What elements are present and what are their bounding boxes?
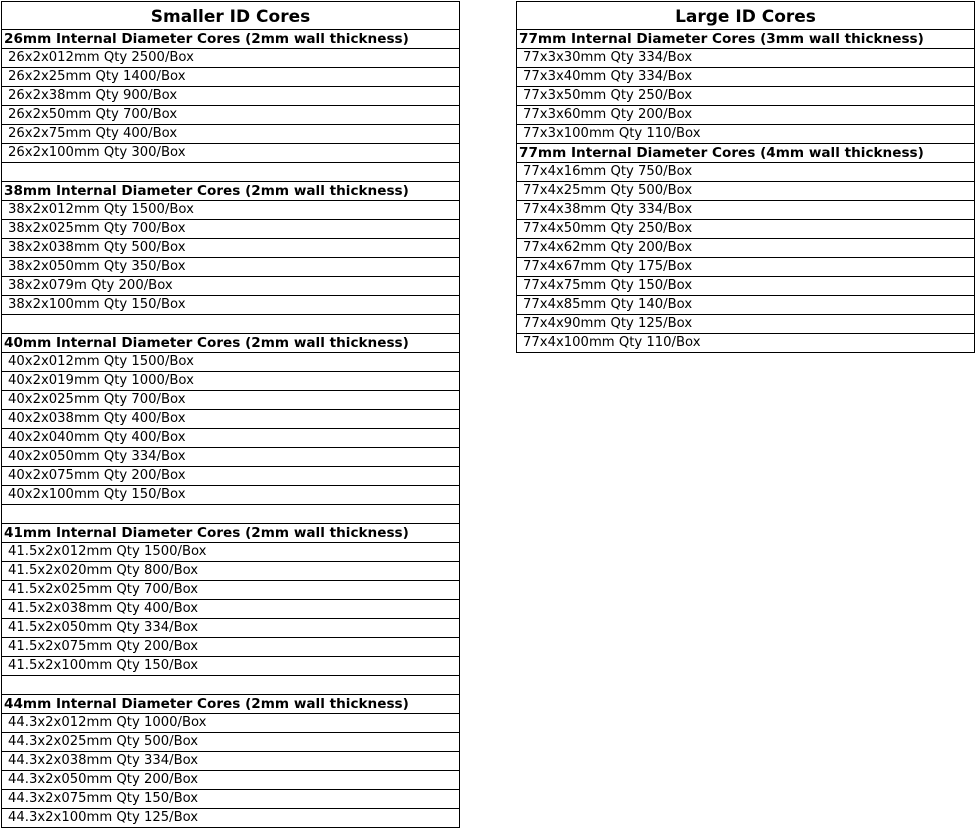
table-row: 40x2x025mm Qty 700/Box	[2, 391, 459, 410]
table-row: 44.3x2x025mm Qty 500/Box	[2, 733, 459, 752]
table-row: 38x2x025mm Qty 700/Box	[2, 220, 459, 239]
table-row: 77x3x50mm Qty 250/Box	[517, 87, 974, 106]
table-row: 77x4x75mm Qty 150/Box	[517, 277, 974, 296]
table-row: 38x2x012mm Qty 1500/Box	[2, 201, 459, 220]
table-row: 40x2x019mm Qty 1000/Box	[2, 372, 459, 391]
table-body	[2, 30, 459, 828]
table-title: Smaller ID Cores	[2, 1, 459, 30]
table-row: 77x3x100mm Qty 110/Box	[517, 125, 974, 144]
table-row: 26x2x100mm Qty 300/Box	[2, 144, 459, 163]
table-row: 38x2x100mm Qty 150/Box	[2, 296, 459, 315]
table-row: 40x2x050mm Qty 334/Box	[2, 448, 459, 467]
table-body	[517, 30, 974, 353]
table-row: 44.3x2x100mm Qty 125/Box	[2, 809, 459, 828]
spacer-row	[2, 163, 459, 182]
table-row: 40x2x012mm Qty 1500/Box	[2, 353, 459, 372]
table-row: 38x2x079m Qty 200/Box	[2, 277, 459, 296]
section-heading: 77mm Internal Diameter Cores (3mm wall thickness)	[517, 30, 974, 49]
section-heading: 38mm Internal Diameter Cores (2mm wall thickness)	[2, 182, 459, 201]
table-row: 77x3x60mm Qty 200/Box	[517, 106, 974, 125]
spacer-row	[2, 505, 459, 524]
table-row: 41.5x2x075mm Qty 200/Box	[2, 638, 459, 657]
table-row: 41.5x2x020mm Qty 800/Box	[2, 562, 459, 581]
table-row: 26x2x75mm Qty 400/Box	[2, 125, 459, 144]
large-id-cores-table	[516, 1, 975, 353]
table-row: 38x2x050mm Qty 350/Box	[2, 258, 459, 277]
spacer-row	[2, 676, 459, 695]
table-row: 26x2x25mm Qty 1400/Box	[2, 68, 459, 87]
table-row: 41.5x2x025mm Qty 700/Box	[2, 581, 459, 600]
table-row: 77x4x25mm Qty 500/Box	[517, 182, 974, 201]
table-row: 26x2x50mm Qty 700/Box	[2, 106, 459, 125]
table-row: 40x2x075mm Qty 200/Box	[2, 467, 459, 486]
table-row: 77x4x100mm Qty 110/Box	[517, 334, 974, 353]
table-row: 41.5x2x050mm Qty 334/Box	[2, 619, 459, 638]
table-row: 44.3x2x075mm Qty 150/Box	[2, 790, 459, 809]
smaller-id-cores-table	[1, 1, 460, 828]
table-title: Large ID Cores	[517, 1, 974, 30]
table-row: 44.3x2x050mm Qty 200/Box	[2, 771, 459, 790]
section-heading: 44mm Internal Diameter Cores (2mm wall thickness)	[2, 695, 459, 714]
table-row: 40x2x040mm Qty 400/Box	[2, 429, 459, 448]
table-row: 44.3x2x038mm Qty 334/Box	[2, 752, 459, 771]
table-row: 77x3x30mm Qty 334/Box	[517, 49, 974, 68]
table-row: 40x2x100mm Qty 150/Box	[2, 486, 459, 505]
table-row: 26x2x012mm Qty 2500/Box	[2, 49, 459, 68]
section-heading: 77mm Internal Diameter Cores (4mm wall thickness)	[517, 144, 974, 163]
table-row: 26x2x38mm Qty 900/Box	[2, 87, 459, 106]
section-heading: 40mm Internal Diameter Cores (2mm wall thickness)	[2, 334, 459, 353]
table-row: 77x4x38mm Qty 334/Box	[517, 201, 974, 220]
table-row: 77x4x67mm Qty 175/Box	[517, 258, 974, 277]
table-row: 41.5x2x038mm Qty 400/Box	[2, 600, 459, 619]
table-row: 40x2x038mm Qty 400/Box	[2, 410, 459, 429]
table-row: 77x4x16mm Qty 750/Box	[517, 163, 974, 182]
spacer-row	[2, 315, 459, 334]
table-row: 77x4x90mm Qty 125/Box	[517, 315, 974, 334]
table-row: 38x2x038mm Qty 500/Box	[2, 239, 459, 258]
table-row: 77x4x62mm Qty 200/Box	[517, 239, 974, 258]
table-row: 77x4x50mm Qty 250/Box	[517, 220, 974, 239]
section-heading: 26mm Internal Diameter Cores (2mm wall thickness)	[2, 30, 459, 49]
table-row: 77x3x40mm Qty 334/Box	[517, 68, 974, 87]
table-row: 44.3x2x012mm Qty 1000/Box	[2, 714, 459, 733]
table-row: 41.5x2x012mm Qty 1500/Box	[2, 543, 459, 562]
table-row: 77x4x85mm Qty 140/Box	[517, 296, 974, 315]
table-row: 41.5x2x100mm Qty 150/Box	[2, 657, 459, 676]
section-heading: 41mm Internal Diameter Cores (2mm wall thickness)	[2, 524, 459, 543]
